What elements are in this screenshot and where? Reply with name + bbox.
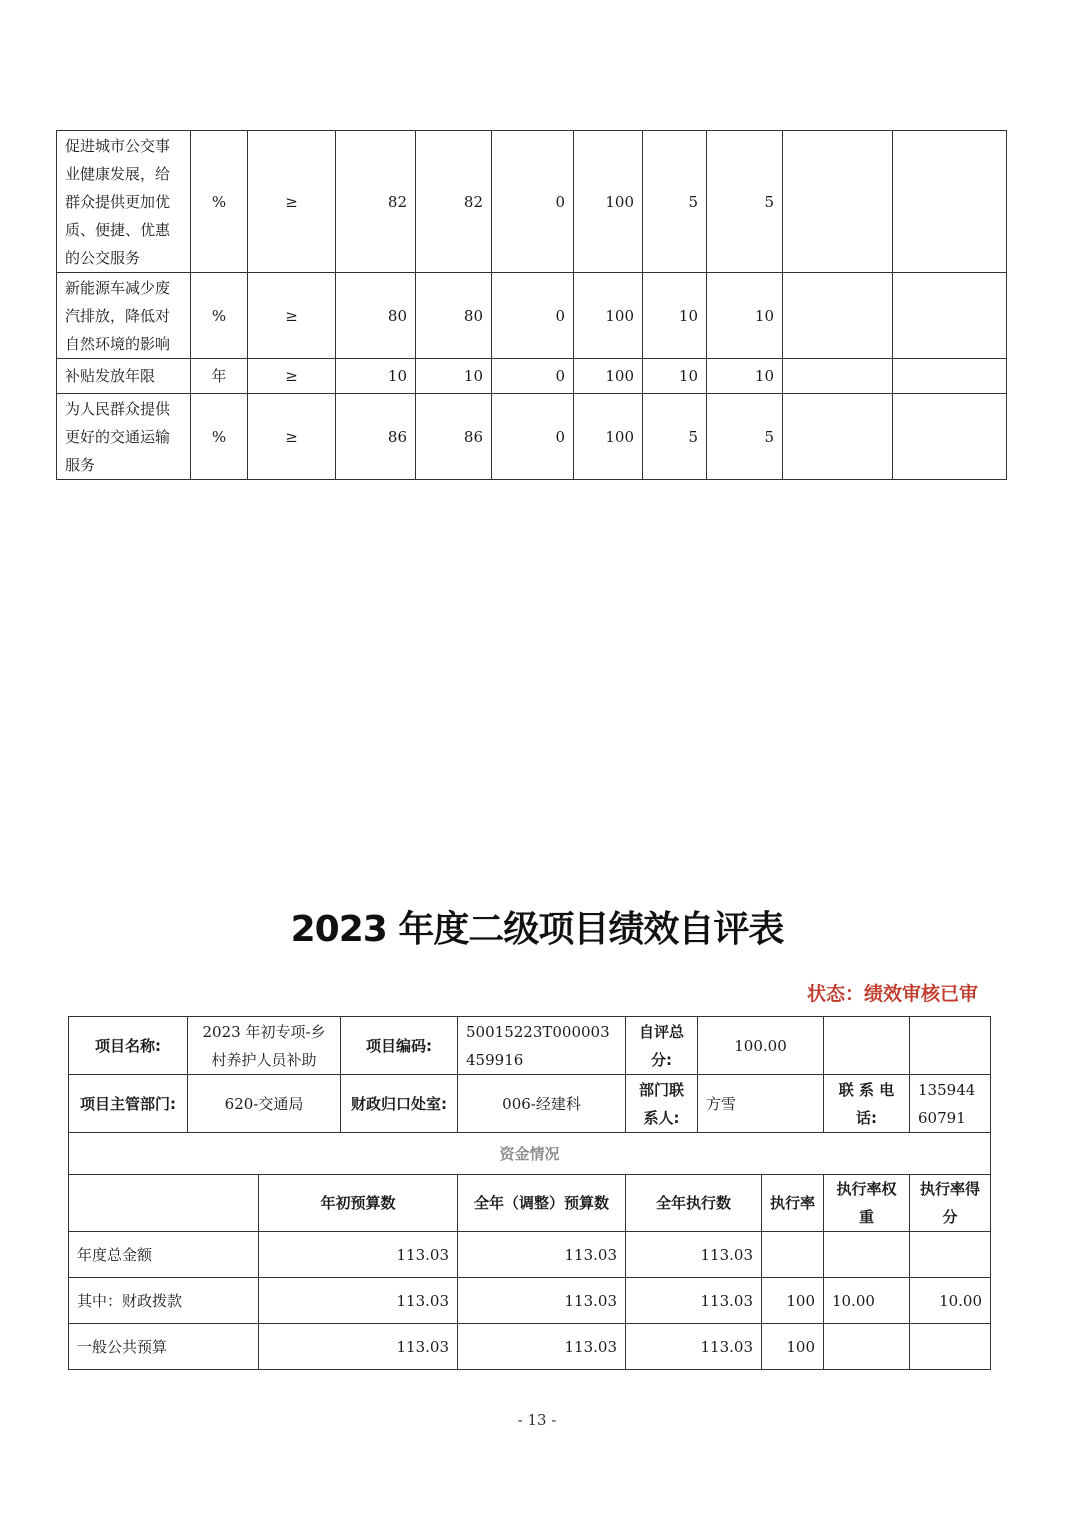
indicator-remark: [893, 359, 1007, 394]
table-row: [69, 1133, 991, 1175]
indicator-name: 促进城市公交事业健康发展，给群众提供更加优质、便捷、优惠的公交服务: [57, 131, 191, 273]
fund-initial: 113.03: [259, 1232, 458, 1278]
indicator-table: [56, 130, 1007, 480]
fund-score: [910, 1324, 991, 1370]
indicator-remark: [893, 394, 1007, 480]
funds-section-title: 资金情况: [69, 1133, 991, 1175]
header-rate-weight: 执行率权重: [824, 1175, 910, 1232]
fund-adjusted: 113.03: [458, 1278, 626, 1324]
indicator-rate: 100: [574, 394, 643, 480]
office-label: 财政归口处室:: [341, 1075, 458, 1133]
fund-executed: 113.03: [626, 1232, 762, 1278]
fund-executed: 113.03: [626, 1324, 762, 1370]
self-score-value: 100.00: [698, 1017, 824, 1075]
empty-cell: [824, 1017, 910, 1075]
phone-value: 13594460791: [910, 1075, 991, 1133]
indicator-score: 10: [707, 273, 783, 359]
table-row: [69, 1324, 991, 1370]
status-badge: 状态：绩效审核已审: [806, 983, 978, 1005]
fund-rate: 100: [762, 1324, 824, 1370]
indicator-deviation: 0: [492, 359, 574, 394]
indicator-target: 86: [336, 394, 416, 480]
indicator-remark: [783, 273, 893, 359]
indicator-deviation: 0: [492, 131, 574, 273]
indicator-remark: [783, 359, 893, 394]
table-row: [69, 1075, 991, 1133]
indicator-name: 为人民群众提供更好的交通运输服务: [57, 394, 191, 480]
indicator-target: 10: [336, 359, 416, 394]
indicator-deviation: 0: [492, 273, 574, 359]
header-executed: 全年执行数: [626, 1175, 762, 1232]
phone-label: 联 系 电话:: [824, 1075, 910, 1133]
table-row: [69, 1278, 991, 1324]
indicator-operator: ≥: [248, 131, 336, 273]
indicator-weight: 10: [643, 359, 707, 394]
indicator-unit: %: [191, 273, 248, 359]
fund-initial: 113.03: [259, 1278, 458, 1324]
indicator-remark: [783, 394, 893, 480]
indicator-rate: 100: [574, 273, 643, 359]
fund-executed: 113.03: [626, 1278, 762, 1324]
header-adjusted-budget: 全年（调整）预算数: [458, 1175, 626, 1232]
indicator-name: 新能源车减少废汽排放，降低对自然环境的影响: [57, 273, 191, 359]
indicator-deviation: 0: [492, 394, 574, 480]
indicator-operator: ≥: [248, 273, 336, 359]
contact-label: 部门联系人:: [626, 1075, 698, 1133]
fund-weight: [824, 1232, 910, 1278]
fund-weight: [824, 1324, 910, 1370]
empty-cell: [910, 1017, 991, 1075]
page-number: - 13 -: [517, 1411, 557, 1429]
indicator-target: 80: [336, 273, 416, 359]
indicator-target: 82: [336, 131, 416, 273]
fund-adjusted: 113.03: [458, 1324, 626, 1370]
indicator-actual: 80: [416, 273, 492, 359]
indicator-operator: ≥: [248, 394, 336, 480]
page-title: 2023 年度二级项目绩效自评表: [290, 909, 784, 950]
project-table: [68, 1016, 991, 1370]
fund-row-label: 一般公共预算: [69, 1324, 259, 1370]
indicator-operator: ≥: [248, 359, 336, 394]
dept-value: 620-交通局: [188, 1075, 341, 1133]
fund-score: [910, 1232, 991, 1278]
indicator-name: 补贴发放年限: [57, 359, 191, 394]
indicator-score: 10: [707, 359, 783, 394]
table-row: [57, 394, 1007, 480]
indicator-unit: %: [191, 131, 248, 273]
self-score-label: 自评总分:: [626, 1017, 698, 1075]
indicator-actual: 86: [416, 394, 492, 480]
indicator-weight: 5: [643, 131, 707, 273]
fund-rate: [762, 1232, 824, 1278]
fund-row-label: 年度总金额: [69, 1232, 259, 1278]
indicator-weight: 10: [643, 273, 707, 359]
indicator-actual: 10: [416, 359, 492, 394]
indicator-rate: 100: [574, 359, 643, 394]
fund-initial: 113.03: [259, 1324, 458, 1370]
fund-rate: 100: [762, 1278, 824, 1324]
header-rate-score: 执行率得分: [910, 1175, 991, 1232]
indicator-rate: 100: [574, 131, 643, 273]
empty-header-cell: [69, 1175, 259, 1232]
indicator-remark: [893, 131, 1007, 273]
contact-value: 方雪: [698, 1075, 824, 1133]
project-code-label: 项目编码:: [341, 1017, 458, 1075]
indicator-unit: 年: [191, 359, 248, 394]
indicator-score: 5: [707, 394, 783, 480]
table-row: [69, 1017, 991, 1075]
table-row: [57, 131, 1007, 273]
indicator-score: 5: [707, 131, 783, 273]
office-value: 006-经建科: [458, 1075, 626, 1133]
header-initial-budget: 年初预算数: [259, 1175, 458, 1232]
table-row: [57, 273, 1007, 359]
header-execution-rate: 执行率: [762, 1175, 824, 1232]
table-row: [69, 1232, 991, 1278]
indicator-remark: [893, 273, 1007, 359]
table-row: [69, 1175, 991, 1232]
indicator-weight: 5: [643, 394, 707, 480]
indicator-unit: %: [191, 394, 248, 480]
indicator-remark: [783, 131, 893, 273]
project-code-value: 50015223T000003459916: [458, 1017, 626, 1075]
fund-adjusted: 113.03: [458, 1232, 626, 1278]
fund-row-label: 其中：财政拨款: [69, 1278, 259, 1324]
project-name-value: 2023 年初专项-乡村养护人员补助: [188, 1017, 341, 1075]
indicator-actual: 82: [416, 131, 492, 273]
project-name-label: 项目名称:: [69, 1017, 188, 1075]
table-row: [57, 359, 1007, 394]
dept-label: 项目主管部门:: [69, 1075, 188, 1133]
fund-weight: 10.00: [824, 1278, 910, 1324]
fund-score: 10.00: [910, 1278, 991, 1324]
